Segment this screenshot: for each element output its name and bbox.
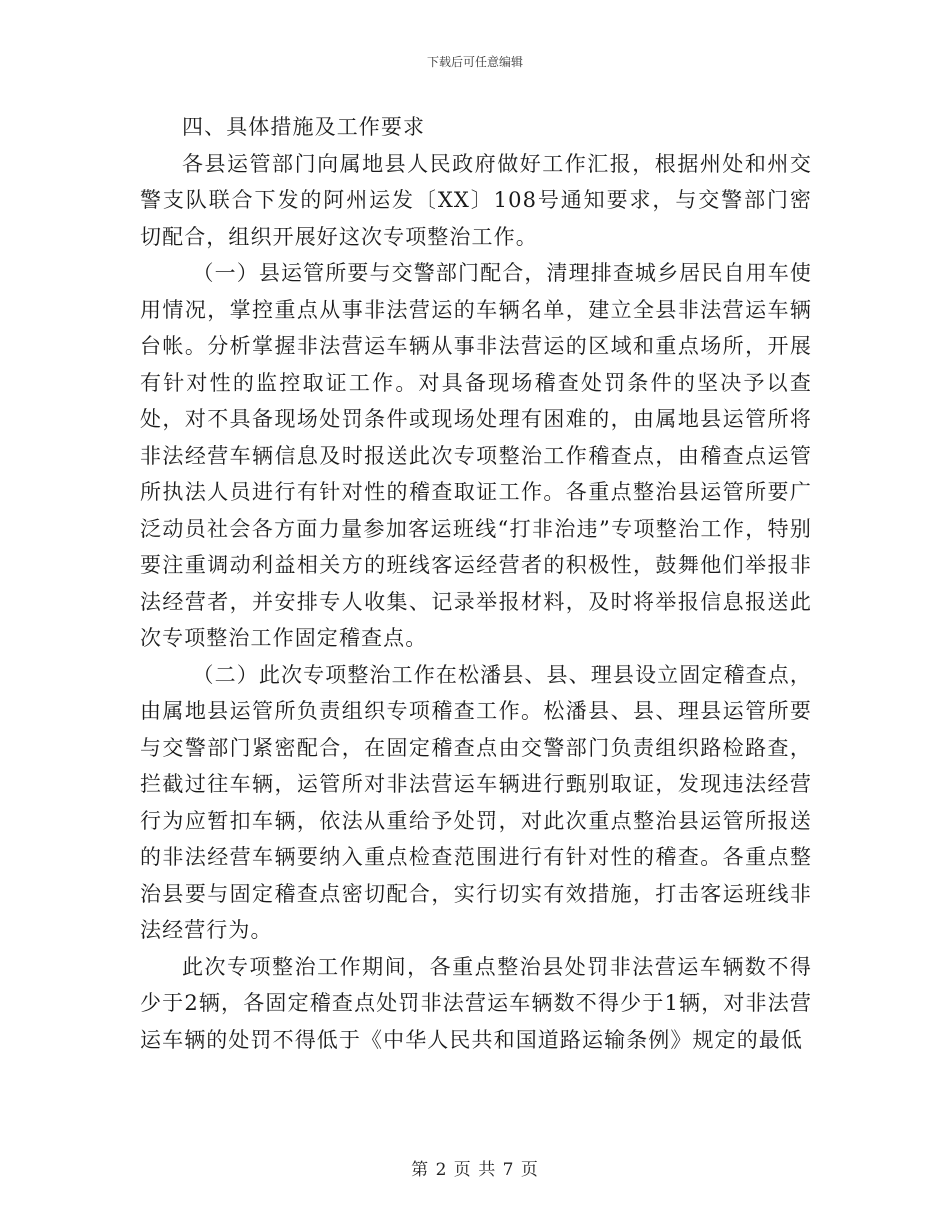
paragraph-item-one: （一）县运管所要与交警部门配合，清理排查城乡居民自用车使用情况，掌控重点从事非法营运的车辆名单，建立全县非法营运车辆台帐。分析掌握非法营运车辆从事非法营运的区域和重点场所，开展有针对性的监控取证工作。对具备现场稽查处罚条件的坚决予以查处，对不具备现场处罚条件或现场处理有困难的，由属地县运管所将非法经营车辆信息及时报送此次专项整治工作稽查点，由稽查点运管所执法人员进行有针对性的稽查取证工作。各重点整治县运管所要广泛动员社会各方面力量参加客运班线“打非治违”专项整治工作，特别要注重调动利益相关方的班线客运经营者的积极性，鼓舞他们举报非法经营者，并安排专人收集、记录举报材料，及时将举报信息报送此次专项整治工作固定稽查点。 <box>140 261 812 650</box>
paragraph-requirements: 此次专项整治工作期间，各重点整治县处罚非法营运车辆数不得少于2辆，各固定稽查点处罚非法营运车辆数不得少于1辆，对非法营运车辆的处罚不得低于《中华人民共和国道路运输条例》规定的最低 <box>140 954 812 1052</box>
page-number: 第 2 页 共 7 页 <box>411 1160 539 1180</box>
header-note: 下载后可任意编辑 <box>426 55 523 69</box>
paragraph-item-two: （二）此次专项整治工作在松潘县、县、理县设立固定稽查点，由属地县运管所负责组织专项稽查工作。松潘县、县、理县运管所要与交警部门紧密配合，在固定稽查点由交警部门负责组织路检路查，拦截过往车辆，运管所对非法营运车辆进行甄别取证，发现违法经营行为应暂扣车辆，依法从重给予处罚，对此次重点整治县运管所报送的非法经营车辆要纳入重点检查范围进行有针对性的稽查。各重点整治县要与固定稽查点密切配合，实行切实有效措施，打击客运班线非法经营行为。 <box>140 662 812 942</box>
document-body <box>140 109 812 1058</box>
paragraph-intro: 各县运管部门向属地县人民政府做好工作汇报，根据州处和州交警支队联合下发的阿州运发〔XX〕108号通知要求，与交警部门密切配合，组织开展好这次专项整治工作。 <box>140 151 812 249</box>
section-heading: 四、具体措施及工作要求 <box>182 115 426 139</box>
